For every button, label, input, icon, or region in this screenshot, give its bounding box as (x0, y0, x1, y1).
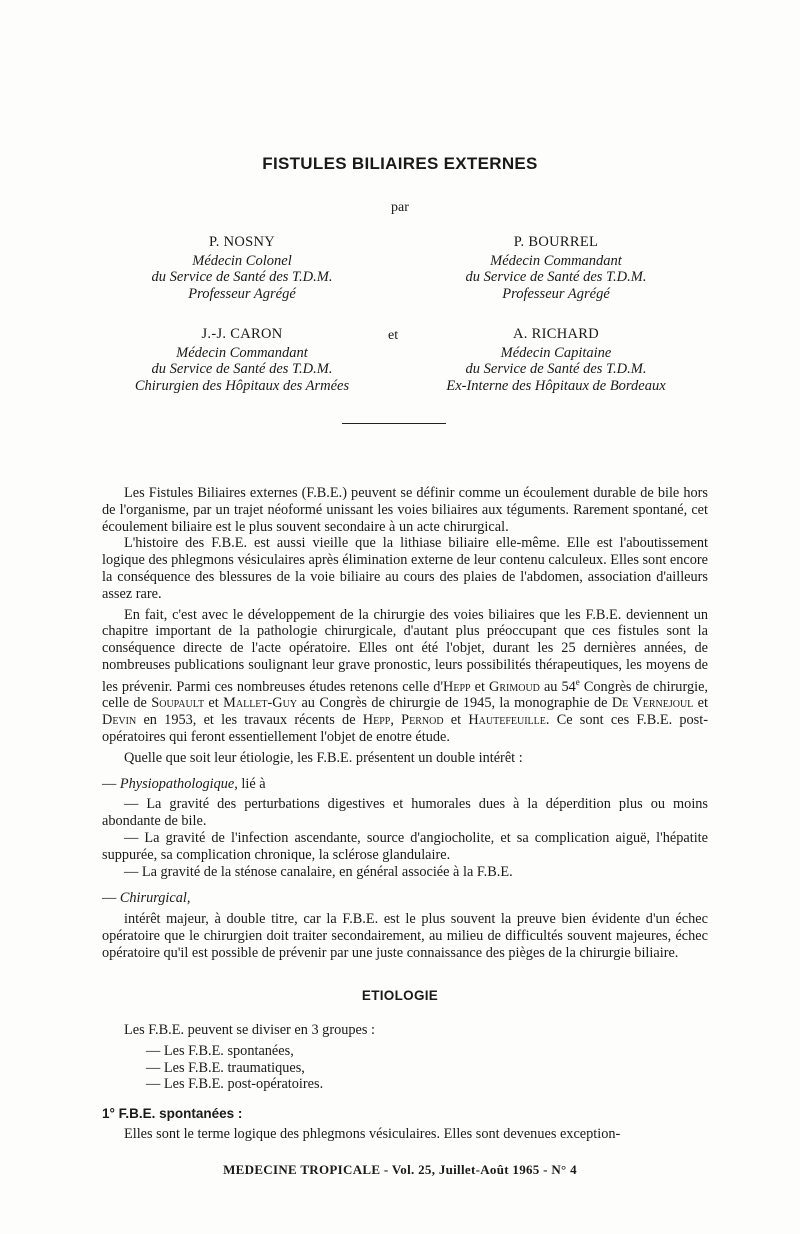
author-ref: Hepp (362, 712, 391, 729)
separator-rule (342, 423, 446, 424)
author-rank: Médecin Commandant (176, 344, 308, 361)
physio-item: — La gravité de la sténose canalaire, en général associée à la F.B.E. (124, 863, 513, 880)
paragraph-definition: Les Fistules Biliaires externes (F.B.E.) peuvent se définir comme un écoulement durable de bile hors de l'organisme, par un trajet néoformé unissant les voies biliaires aux téguments. Rarement spontané, cet écoulement biliaire est le plus souvent secondaire à un acte chirurgical. (102, 485, 708, 535)
groups-lead: Les F.B.E. peuvent se diviser en 3 groupes : (124, 1022, 375, 1038)
paragraph-literature (102, 607, 708, 746)
paragraph-interest: Quelle que soit leur étiologie, les F.B.E. présentent un double intérêt : (124, 749, 523, 766)
paragraph-history: L'histoire des F.B.E. est aussi vieille que la lithiase biliaire elle-même. Elle est l'aboutissement logique des phlegmons vésiculaires après élimination externe de leur contenu calculeux. Elles sont encore la conséquence des blessures de la voie biliaire au cours des plaies de l'abdomen, association d'ailleurs assez rare. (102, 535, 708, 602)
text-run: , (390, 712, 402, 729)
text-run: et (470, 678, 490, 695)
author-service: du Service de Santé des T.D.M. (465, 361, 647, 377)
author-caron (92, 326, 392, 394)
author-bourrel (406, 234, 706, 302)
author-title: Professeur Agrégé (188, 285, 296, 302)
journal-footer: MEDECINE TROPICALE - Vol. 25, Juillet-Août 1965 - N° 4 (223, 1162, 577, 1177)
author-service: du Service de Santé des T.D.M. (465, 269, 647, 285)
author-ref: Pernod (401, 712, 444, 729)
text-run: Congrès de chirurgie, celle de (102, 678, 708, 712)
physio-item: — La gravité des perturbations digestives et humorales dues à la déperdition plus ou moins abondante de bile. (102, 796, 708, 830)
author-name: P. BOURREL (513, 234, 599, 250)
group-item: — Les F.B.E. traumatiques, (146, 1059, 305, 1076)
author-name: J.-J. CARON (201, 326, 283, 342)
chir-text: intérêt majeur, à double titre, car la F.B.E. est le plus souvent la preuve bien évidente d'un échec opératoire que le chirurgien doit traiter secondairement, au milieu de difficultés souvent majeures, échec opératoire qu'il est possible de prévenir par une juste connaissance des pièges de la chirurgie biliaire. (102, 911, 708, 961)
article-body (102, 485, 708, 961)
text-run: et (204, 695, 224, 712)
dash: — (102, 890, 120, 907)
author-rank: Médecin Capitaine (500, 344, 612, 361)
author-ref: Mallet-Guy (223, 695, 298, 712)
author-title: Professeur Agrégé (502, 285, 610, 302)
physio-suffix: lié à (237, 775, 266, 792)
author-rank: Médecin Colonel (192, 252, 292, 269)
subheading-spontanees: 1° F.B.E. spontanées : (102, 1106, 243, 1121)
section-heading-etiologie: ETIOLOGIE (361, 988, 439, 1003)
text-run: en 1953, et les travaux récents de (136, 712, 363, 729)
physio-item: — La gravité de l'infection ascendante, source d'angiocholite, et sa complication aiguë, l'hépatite suppurée, sa complication chronique, la sclérose glandulaire. (102, 829, 708, 863)
by-line: par (391, 200, 409, 215)
author-title: Chirurgien des Hôpitaux des Armées (134, 377, 350, 394)
author-richard (406, 326, 706, 394)
spontanees-text: Elles sont le terme logique des phlegmons vésiculaires. Elles sont devenues exception- (124, 1126, 621, 1142)
text-run: et (443, 712, 469, 729)
author-name: A. RICHARD (513, 326, 599, 342)
chir-heading (102, 890, 708, 907)
author-rank: Médecin Commandant (490, 252, 622, 269)
author-service: du Service de Santé des T.D.M. (151, 269, 333, 285)
author-name: P. NOSNY (208, 234, 276, 250)
author-service: du Service de Santé des T.D.M. (151, 361, 333, 377)
text-run: au Congrès de chirurgie de 1945, la monographie de (297, 695, 612, 712)
text-run: . Ce sont ces F.B.E. post-opératoires qui feront essentiellement l'objet de enotre étude. (102, 712, 708, 745)
text-run: au 54 (539, 678, 576, 695)
physio-label: Physiopathologique, (119, 775, 238, 792)
author-nosny (92, 234, 392, 302)
author-ref: Hepp (443, 678, 471, 695)
article-title: FISTULES BILIAIRES EXTERNES (262, 154, 538, 173)
author-ref: Devin (102, 712, 137, 729)
text-run: et (693, 695, 709, 712)
author-ref: Hautefeuille (468, 712, 546, 729)
dash: — (102, 775, 120, 792)
superscript: e (575, 676, 580, 687)
text-run: En fait, c'est avec le développement de la chirurgie des voies biliaires que les F.B.E. deviennent un chapitre important de la pathologie chirurgicale, d'autant plus préoccupant que ces fistules sont la conséquence directe de l'acte opératoire. Elles ont été l'objet, durant les 25 dernières années, de nombreuses publications soulignant leur grave pronostic, leurs possibilités thérapeutiques, les moyens de les prévenir. Parmi ces nombreuses études retenons celle d' (102, 606, 708, 695)
conjunction: et (388, 328, 399, 343)
groups-block (124, 1022, 375, 1093)
author-ref: De Vernejoul (611, 695, 694, 712)
author-ref: Soupault (151, 695, 205, 712)
physio-heading (102, 776, 708, 793)
chir-label: Chirurgical, (119, 890, 191, 907)
author-title: Ex-Interne des Hôpitaux de Bordeaux (446, 377, 666, 394)
group-item: — Les F.B.E. post-opératoires. (146, 1076, 324, 1093)
author-ref: Grimoud (489, 678, 540, 695)
group-item: — Les F.B.E. spontanées, (146, 1042, 294, 1059)
